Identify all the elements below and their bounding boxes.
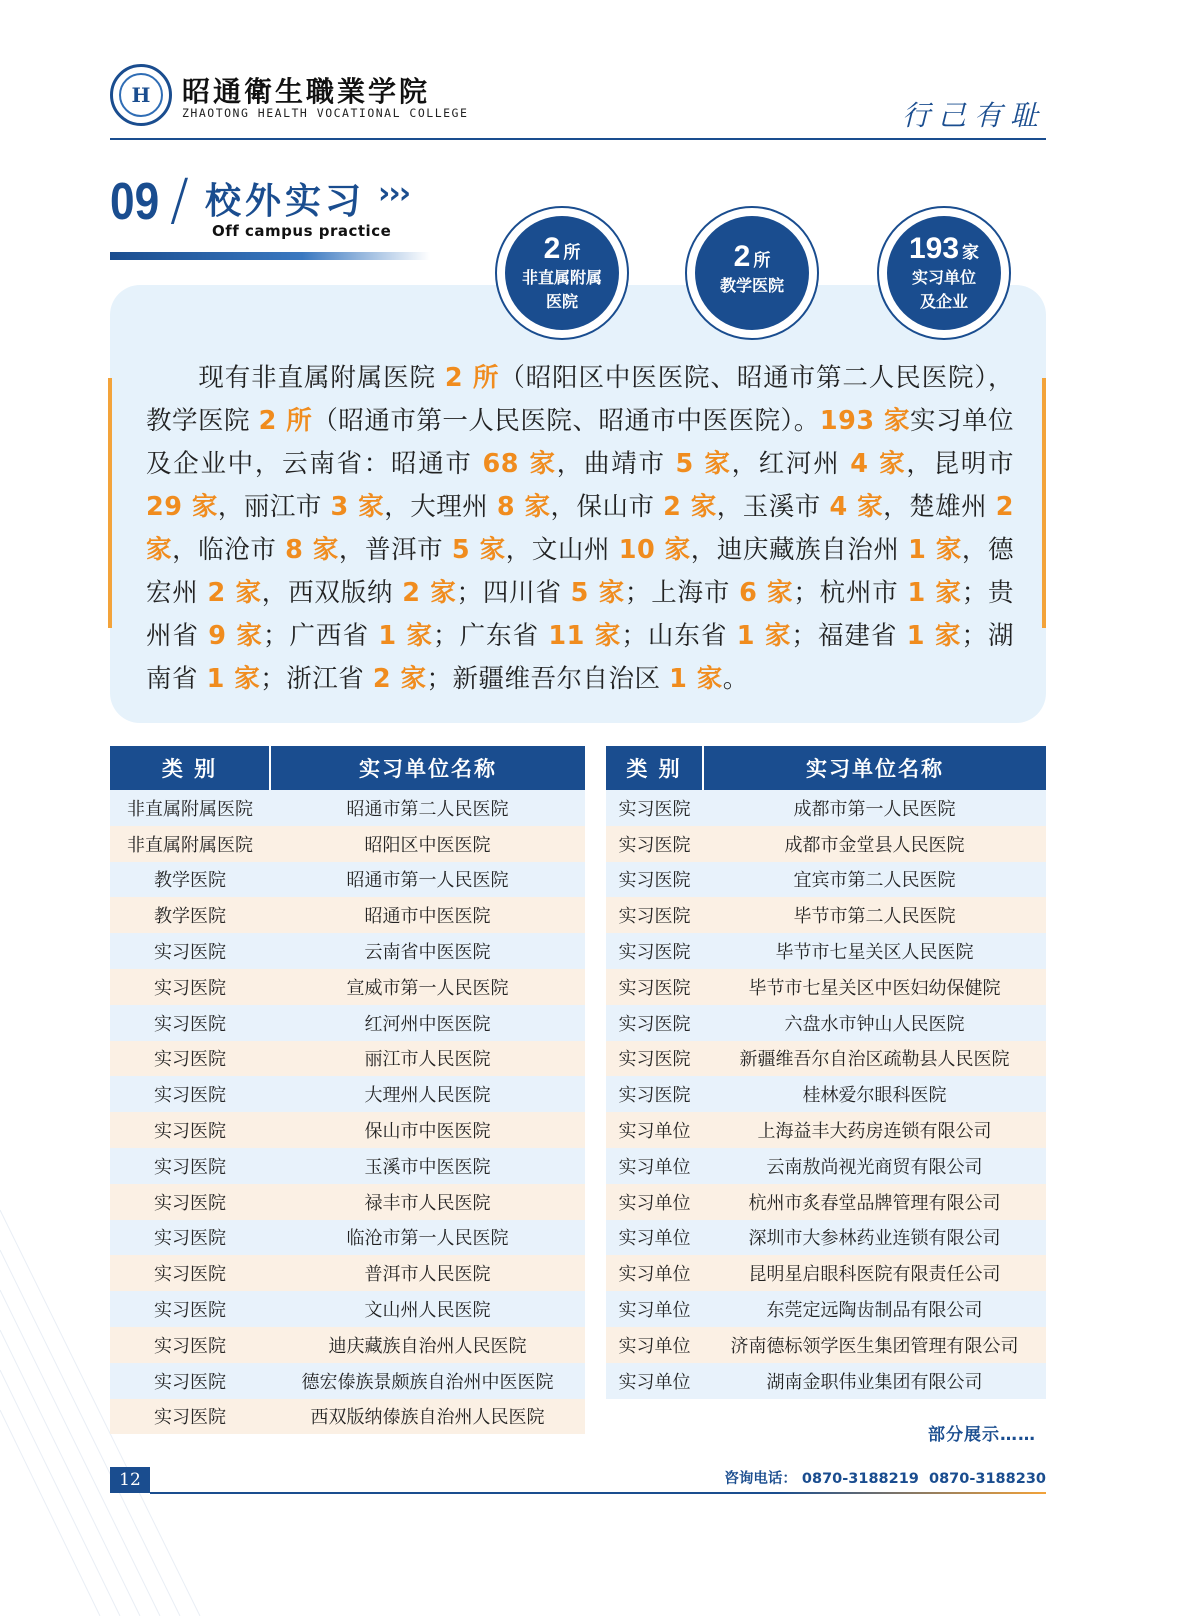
- category-cell: 非直属附属医院: [110, 826, 270, 862]
- panel-accent-left: [108, 378, 112, 628]
- category-cell: 实习医院: [606, 1041, 703, 1077]
- page-number: 12: [110, 1467, 150, 1493]
- highlight-count: 68 家: [482, 449, 557, 479]
- section-underline-bar: [110, 252, 430, 260]
- section-slash: /: [170, 168, 189, 233]
- unit-name-cell: 大理州人民医院: [270, 1076, 585, 1112]
- unit-name-cell: 昭通市中医医院: [270, 897, 585, 933]
- paragraph-text: ，曲靖市: [556, 449, 676, 479]
- category-cell: 实习单位: [606, 1255, 703, 1291]
- unit-name-cell: 昭阳区中医医院: [270, 826, 585, 862]
- unit-name-cell: 湖南金职伟业集团有限公司: [703, 1363, 1046, 1399]
- contact-phone: [724, 1467, 1046, 1488]
- paragraph-text: ；湖南省: [146, 621, 1015, 694]
- category-cell: 实习医院: [606, 1005, 703, 1041]
- contact-label: 咨询电话：: [724, 1471, 797, 1487]
- unit-name-cell: 上海益丰大药房连锁有限公司: [703, 1112, 1046, 1148]
- table-row: [606, 897, 1046, 933]
- table-row: [606, 1363, 1046, 1399]
- unit-name-cell: 深圳市大参林药业连锁有限公司: [703, 1220, 1046, 1256]
- college-logo-seal: [110, 64, 172, 126]
- table-row: [606, 1005, 1046, 1041]
- college-name-english: ZHAOTONG HEALTH VOCATIONAL COLLEGE: [182, 106, 469, 120]
- highlight-count: 5 家: [570, 578, 625, 608]
- table-row: [606, 826, 1046, 862]
- unit-name-cell: 毕节市第二人民医院: [703, 897, 1046, 933]
- category-cell: 实习医院: [110, 1148, 270, 1184]
- college-motto: 行己有耻: [901, 99, 1046, 132]
- table-row: [606, 1291, 1046, 1327]
- stat-label: 医院: [545, 292, 578, 311]
- highlight-count: 193 家: [819, 406, 910, 436]
- unit-name-cell: 昆明星启眼科医院有限责任公司: [703, 1255, 1046, 1291]
- category-cell: 实习医院: [606, 933, 703, 969]
- unit-name-cell: 东莞定远陶齿制品有限公司: [703, 1291, 1046, 1327]
- section-title: 校外实习: [205, 181, 366, 222]
- highlight-count: 29 家: [146, 492, 218, 522]
- table-row: [110, 862, 585, 898]
- stat-label: 实习单位: [911, 268, 976, 287]
- table-row: [606, 862, 1046, 898]
- highlight-count: 2 所: [444, 363, 500, 393]
- highlight-count: 1 家: [906, 621, 962, 651]
- stat-teaching-hospitals: [685, 206, 819, 340]
- paragraph-text: ，昆明市: [906, 449, 1015, 479]
- unit-name-cell: 成都市金堂县人民医院: [703, 826, 1046, 862]
- table-row: [606, 1112, 1046, 1148]
- footer-divider: [150, 1492, 1046, 1494]
- table-row: [606, 933, 1046, 969]
- category-cell: 非直属附属医院: [110, 790, 270, 826]
- summary-paragraph: [146, 357, 1014, 701]
- unit-name-cell: 成都市第一人民医院: [703, 790, 1046, 826]
- highlight-count: 10 家: [618, 535, 691, 565]
- highlight-count: 1 家: [669, 664, 723, 694]
- paragraph-text: ；广西省: [262, 621, 379, 651]
- college-logo-letter: H: [119, 73, 163, 117]
- page-header: [110, 62, 1046, 140]
- internship-table-left: [110, 746, 585, 1434]
- partial-list-note: 部分展示……: [928, 1425, 1036, 1445]
- paragraph-text: ，丽江市: [217, 492, 331, 522]
- unit-name-cell: 六盘水市钟山人民医院: [703, 1005, 1046, 1041]
- stat-number: 2: [543, 232, 561, 265]
- unit-name-cell: 禄丰市人民医院: [270, 1184, 585, 1220]
- table-row: [606, 1255, 1046, 1291]
- paragraph-text: ，保山市: [550, 492, 664, 522]
- table-row: [110, 1399, 585, 1435]
- paragraph-text: ；山东省: [621, 621, 737, 651]
- highlight-count: 2 家: [402, 578, 457, 608]
- highlight-count: 2 家: [207, 578, 262, 608]
- panel-accent-right: [1042, 378, 1046, 628]
- category-cell: 实习医院: [110, 1112, 270, 1148]
- unit-name-cell: 宣威市第一人民医院: [270, 969, 585, 1005]
- table-row: [110, 1255, 585, 1291]
- category-cell: 教学医院: [110, 862, 270, 898]
- internship-table-right: [606, 746, 1046, 1399]
- table-row: [110, 969, 585, 1005]
- paragraph-text: ；浙江省: [260, 664, 373, 694]
- paragraph-text: ；广东省: [433, 621, 549, 651]
- unit-name-cell: 济南德标领学医生集团管理有限公司: [703, 1327, 1046, 1363]
- paragraph-text: ，红河州: [731, 449, 851, 479]
- table-row: [110, 826, 585, 862]
- category-cell: 实习医院: [110, 1041, 270, 1077]
- category-cell: 实习单位: [606, 1148, 703, 1184]
- column-header-unit-name: 实习单位名称: [703, 746, 1046, 790]
- unit-name-cell: 云南敖尚视光商贸有限公司: [703, 1148, 1046, 1184]
- phone-number: 0870-3188219: [801, 1471, 919, 1487]
- column-header-category: 类 别: [110, 746, 270, 790]
- paragraph-text: ，西双版纳: [261, 578, 403, 608]
- highlight-count: 2 家: [663, 492, 717, 522]
- chevron-right-icon: ›››: [378, 176, 410, 211]
- stat-number: 2: [733, 240, 751, 273]
- unit-name-cell: 德宏傣族景颇族自治州中医医院: [270, 1363, 585, 1399]
- table-row: [110, 1363, 585, 1399]
- stat-number: 193: [908, 232, 960, 265]
- paragraph-text: ，德宏州: [146, 535, 1014, 608]
- column-header-category: 类 别: [606, 746, 703, 790]
- unit-name-cell: 普洱市人民医院: [270, 1255, 585, 1291]
- table-row: [110, 1041, 585, 1077]
- paragraph-text: （昭阳区中医医院、昭通市第二人民医院），教学医院: [146, 363, 1014, 436]
- highlight-count: 8 家: [496, 492, 551, 522]
- table-row: [606, 1184, 1046, 1220]
- table-row: [606, 1148, 1046, 1184]
- table-row: [606, 969, 1046, 1005]
- paragraph-text: ，玉溪市: [716, 492, 830, 522]
- unit-name-cell: 杭州市炙春堂品牌管理有限公司: [703, 1184, 1046, 1220]
- category-cell: 实习单位: [606, 1327, 703, 1363]
- paragraph-text: ；新疆维吾尔自治区: [426, 664, 670, 694]
- highlight-count: 6 家: [739, 578, 794, 608]
- unit-name-cell: 桂林爱尔眼科医院: [703, 1076, 1046, 1112]
- unit-name-cell: 临沧市第一人民医院: [270, 1220, 585, 1256]
- unit-name-cell: 红河州中医医院: [270, 1005, 585, 1041]
- category-cell: 实习医院: [110, 1184, 270, 1220]
- unit-name-cell: 文山州人民医院: [270, 1291, 585, 1327]
- highlight-count: 5 家: [451, 535, 506, 565]
- highlight-count: 1 家: [736, 621, 792, 651]
- category-cell: 实习单位: [606, 1112, 703, 1148]
- unit-name-cell: 玉溪市中医医院: [270, 1148, 585, 1184]
- table-row: [110, 1112, 585, 1148]
- paragraph-text: ，文山州: [505, 535, 619, 565]
- table-row: [110, 790, 585, 826]
- category-cell: 实习医院: [110, 1363, 270, 1399]
- section-number: 09: [110, 173, 160, 231]
- category-cell: 实习医院: [606, 969, 703, 1005]
- category-cell: 实习医院: [110, 1327, 270, 1363]
- phone-number: 0870-3188230: [929, 1471, 1046, 1487]
- paragraph-text: ，楚雄州: [883, 492, 996, 522]
- paragraph-text: ；杭州市: [793, 578, 908, 608]
- highlight-count: 8 家: [285, 535, 339, 565]
- highlight-count: 11 家: [548, 621, 622, 651]
- category-cell: 实习单位: [606, 1291, 703, 1327]
- unit-name-cell: 丽江市人民医院: [270, 1041, 585, 1077]
- paragraph-text: ，普洱市: [338, 535, 452, 565]
- paragraph-text: ；贵州省: [146, 578, 1015, 651]
- highlight-count: 9 家: [208, 621, 263, 651]
- table-row: [606, 1041, 1046, 1077]
- unit-name-cell: 宜宾市第二人民医院: [703, 862, 1046, 898]
- column-header-unit-name: 实习单位名称: [270, 746, 585, 790]
- paragraph-text: 实习单位及企业中，云南省：昭通市: [146, 406, 1015, 479]
- category-cell: 实习医院: [110, 933, 270, 969]
- table-row: [110, 1184, 585, 1220]
- table-row: [110, 933, 585, 969]
- table-row: [110, 897, 585, 933]
- category-cell: 实习医院: [606, 790, 703, 826]
- unit-name-cell: 新疆维吾尔自治区疏勒县人民医院: [703, 1041, 1046, 1077]
- highlight-count: 2 家: [372, 664, 427, 694]
- category-cell: 实习医院: [110, 1220, 270, 1256]
- table-row: [110, 1327, 585, 1363]
- paragraph-text: ；上海市: [624, 578, 740, 608]
- category-cell: 教学医院: [110, 897, 270, 933]
- paragraph-text: ，临沧市: [172, 535, 286, 565]
- highlight-count: 3 家: [330, 492, 385, 522]
- paragraph-text: ，迪庆藏族自治州: [690, 535, 909, 565]
- category-cell: 实习医院: [606, 826, 703, 862]
- table-row: [606, 790, 1046, 826]
- paragraph-text: 现有非直属附属医院: [198, 363, 445, 393]
- paragraph-text: ，大理州: [384, 492, 497, 522]
- highlight-count: 1 家: [378, 621, 434, 651]
- unit-name-cell: 昭通市第一人民医院: [270, 862, 585, 898]
- stat-unit: 家: [962, 243, 980, 263]
- highlight-count: 1 家: [206, 664, 261, 694]
- table-row: [110, 1076, 585, 1112]
- stat-practice-units: [877, 206, 1011, 340]
- category-cell: 实习医院: [110, 1291, 270, 1327]
- category-cell: 实习医院: [110, 1399, 270, 1435]
- category-cell: 实习医院: [110, 1076, 270, 1112]
- paragraph-text: ；四川省: [456, 578, 571, 608]
- category-cell: 实习医院: [110, 1005, 270, 1041]
- stat-label: 教学医院: [719, 276, 784, 295]
- table-row: [606, 1327, 1046, 1363]
- highlight-count: 1 家: [907, 578, 962, 608]
- table-row: [110, 1291, 585, 1327]
- college-name-chinese: 昭通衛生職業学院: [182, 75, 431, 108]
- header-divider: [110, 138, 1046, 140]
- category-cell: 实习单位: [606, 1220, 703, 1256]
- category-cell: 实习单位: [606, 1363, 703, 1399]
- category-cell: 实习医院: [606, 862, 703, 898]
- highlight-count: 5 家: [675, 449, 732, 479]
- paragraph-text: 。: [722, 664, 749, 694]
- stat-non-direct-affiliated-hospitals: [495, 206, 629, 340]
- unit-name-cell: 昭通市第二人民医院: [270, 790, 585, 826]
- stat-label: 及企业: [919, 292, 968, 311]
- category-cell: 实习医院: [606, 1076, 703, 1112]
- category-cell: 实习医院: [110, 969, 270, 1005]
- table-row: [606, 1076, 1046, 1112]
- table-row: [110, 1148, 585, 1184]
- table-row: [110, 1005, 585, 1041]
- stat-label: 非直属附属: [521, 268, 602, 287]
- highlight-count: 4 家: [829, 492, 884, 522]
- highlight-count: 1 家: [908, 535, 962, 565]
- table-row: [110, 1220, 585, 1256]
- unit-name-cell: 迪庆藏族自治州人民医院: [270, 1327, 585, 1363]
- highlight-count: 4 家: [850, 449, 907, 479]
- unit-name-cell: 毕节市七星关区中医妇幼保健院: [703, 969, 1046, 1005]
- category-cell: 实习单位: [606, 1184, 703, 1220]
- paragraph-text: ；福建省: [791, 621, 907, 651]
- stat-unit: 所: [563, 243, 581, 263]
- stat-unit: 所: [753, 251, 771, 271]
- unit-name-cell: 毕节市七星关区人民医院: [703, 933, 1046, 969]
- unit-name-cell: 云南省中医医院: [270, 933, 585, 969]
- table-row: [606, 1220, 1046, 1256]
- highlight-count: 2 所: [258, 406, 313, 436]
- unit-name-cell: 西双版纳傣族自治州人民医院: [270, 1399, 585, 1435]
- section-subtitle: Off campus practice: [212, 222, 392, 240]
- paragraph-text: （昭通市第一人民医院、昭通市中医医院）。: [312, 406, 820, 436]
- category-cell: 实习医院: [110, 1255, 270, 1291]
- unit-name-cell: 保山市中医医院: [270, 1112, 585, 1148]
- category-cell: 实习医院: [606, 897, 703, 933]
- highlight-count: 2 家: [146, 492, 1014, 565]
